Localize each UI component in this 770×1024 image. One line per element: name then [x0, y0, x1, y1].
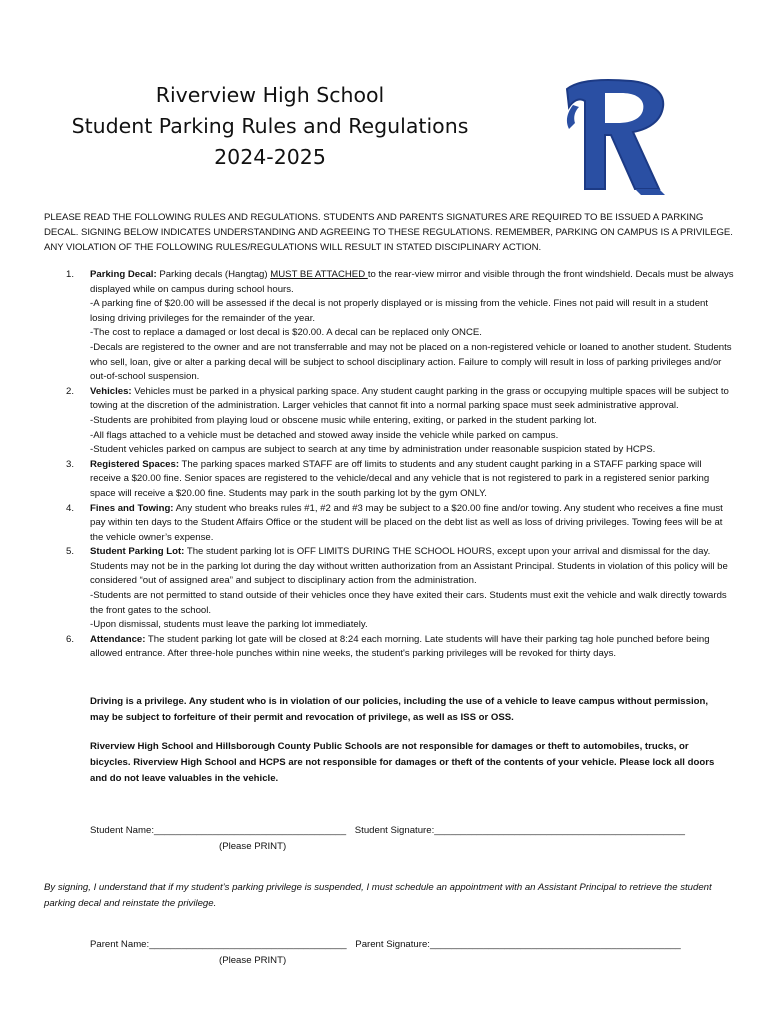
- student-signature-row: [90, 823, 730, 838]
- rule-item: [44, 458, 734, 502]
- rule-subparagraph: -Upon dismissal, students must leave the parking lot immediately.: [90, 619, 368, 631]
- rule-text: The parking spaces marked STAFF are off limits to students and any student caught parking in a STAFF parking space will receive a $20.00 fine. Senior spaces are registered to the vehicle/decal and any vehicle that is not registered to park in a registered senior parking space will receive a $20.00 fine. Students may park in the south parking lot by the gym ONLY.: [90, 458, 710, 499]
- rule-subparagraph: -Student vehicles parked on campus are subject to search at any time by administration under reasonable suspicion stated by HCPS.: [90, 444, 656, 456]
- school-year: 2024-2025: [214, 145, 326, 169]
- rule-text: Any student who breaks rules #1, #2 and #3 may be subject to a $20.00 fine and/or towing. Any student who receives a fine must pay within ten days to the Student Affairs Office or the student will be placed on the debt list as well as loss of driving privileges. Towing fees will be at the vehicle owner’s expense.: [90, 502, 723, 543]
- rule-item: [44, 545, 734, 633]
- rule-item: [44, 633, 734, 662]
- rule-heading: Student Parking Lot:: [90, 546, 185, 558]
- student-name-field[interactable]: ____________________________________: [154, 825, 347, 836]
- rule-subparagraph: -The cost to replace a damaged or lost decal is $20.00. A decal can be replaced only ONCE.: [90, 327, 482, 339]
- rule-item: [44, 385, 734, 458]
- instructions-paragraph: PLEASE READ THE FOLLOWING RULES AND REGULATIONS. STUDENTS AND PARENTS SIGNATURES ARE REQUIRED TO BE ISSUED A PARKING DECAL. SIGNING BELOW INDICATES UNDERSTANDING AND AGREEING TO THESE REGULATIONS. REMEMBER, PARKING ON CAMPUS IS A PRIVILEGE. ANY VIOLATION OF THE FOLLOWING RULES/REGULATIONS WILL RESULT IN STATED DISCIPLINARY ACTION.: [44, 212, 733, 253]
- rule-text: The student parking lot is OFF LIMITS DURING THE SCHOOL HOURS, except upon your arrival and dismissal for the day. Students may not be in the parking lot during the day without written authorization from an Assistant Principal. Students in violation of this policy will be considered “out of assigned area” and subject to disciplinary action from the administration.: [90, 546, 728, 587]
- parent-name-label: Parent Name:: [90, 939, 150, 950]
- student-print-note: (Please PRINT): [219, 841, 287, 852]
- rule-heading: Fines and Towing:: [90, 502, 174, 514]
- parent-name-field[interactable]: _____________________________________: [149, 939, 347, 950]
- student-signature-field[interactable]: _______________________________________________: [434, 825, 686, 836]
- school-logo-icon: [561, 77, 669, 195]
- rule-text: Vehicles must be parked in a physical parking space. Any student caught parking in the grass or occupying multiple spaces will be subject to towing at the discretion of the administration. Larger vehicles that cannot fit into a normal parking space must seek administrative approval.: [90, 385, 729, 412]
- rule-item: [44, 502, 734, 546]
- student-name-label: Student Name:: [90, 825, 154, 836]
- rule-subparagraph: -Decals are registered to the owner and are not transferrable and may not be placed on a non-registered vehicle or loaned to another student. Students who sell, loan, give or alter a parking decal will be subject to school disciplinary action. Failure to comply will result in loss of parking privileges and/or out-of-school suspension.: [90, 341, 732, 383]
- rule-number: 1.: [66, 269, 75, 280]
- rule-heading: Parking Decal:: [90, 269, 157, 280]
- rule-heading: Attendance:: [90, 633, 146, 645]
- signing-acknowledgement: By signing, I understand that if my student’s parking privilege is suspended, I must schedule an appointment with an Assistant Principal to retrieve the student parking decal and reinstate the privilege.: [44, 882, 712, 909]
- rule-emphasis: MUST BE ATTACHED: [270, 269, 368, 280]
- rule-subparagraph: -Students are not permitted to stand outside of their vehicles once they have exited their cars. Students must exit the vehicle and walk directly towards the front gates to the school.: [90, 590, 727, 616]
- privilege-statement: Driving is a privilege. Any student who is in violation of our policies, including the use of a vehicle to leave campus without permission, may be subject to forfeiture of their permit and revocation of privilege, as well as ISS or OSS.: [90, 696, 709, 723]
- rule-subparagraph: -Students are prohibited from playing loud or obscene music while entering, exiting, or parked in the student parking lot.: [90, 414, 597, 426]
- rule-text: The student parking lot gate will be closed at 8:24 each morning. Late students will have their parking tag hole punched before being allowed entrance. After three-hole punches within nine weeks, the student's parking privileges will be revoked for thirty days.: [90, 633, 710, 660]
- parent-signature-label: Parent Signature:: [355, 939, 430, 950]
- rule-number: 5.: [66, 546, 75, 558]
- rule-subparagraph: -A parking fine of $20.00 will be assessed if the decal is not properly displayed or is missing from the vehicle. Fines not paid will result in a student losing driving privileges for the remainder of the year.: [90, 298, 709, 324]
- parent-signature-row: [90, 937, 730, 952]
- rules-list: [44, 268, 734, 662]
- student-signature-label: Student Signature:: [354, 825, 435, 836]
- school-name: Riverview High School: [155, 83, 385, 107]
- rule-number: 2.: [66, 385, 75, 397]
- rule-number: 4.: [66, 502, 75, 514]
- rule-heading: Registered Spaces:: [90, 458, 180, 470]
- rule-heading: Vehicles:: [90, 385, 132, 397]
- rule-number: 6.: [66, 633, 75, 645]
- rule-item: [44, 268, 734, 385]
- rule-text: to the rear-view mirror and visible through the front windshield. Decals must be always displayed while on campus during school hours.: [90, 269, 734, 295]
- rule-text: Parking decals (Hangtag): [156, 269, 271, 280]
- parent-print-note: (Please PRINT): [219, 955, 287, 966]
- rule-number: 3.: [66, 458, 75, 470]
- rule-subparagraph: -All flags attached to a vehicle must be detached and stowed away inside the vehicle while parked on campus.: [90, 429, 559, 441]
- parent-signature-field[interactable]: _______________________________________________: [429, 939, 681, 950]
- document-title-block: [40, 80, 500, 173]
- liability-statement: Riverview High School and Hillsborough County Public Schools are not responsible for damages or theft to automobiles, trucks, or bicycles. Riverview High School and HCPS are not responsible for damages or theft of the contents of your vehicle. Please lock all doors and do not leave valuables in the vehicle.: [90, 741, 715, 784]
- document-title: Student Parking Rules and Regulations: [71, 114, 469, 138]
